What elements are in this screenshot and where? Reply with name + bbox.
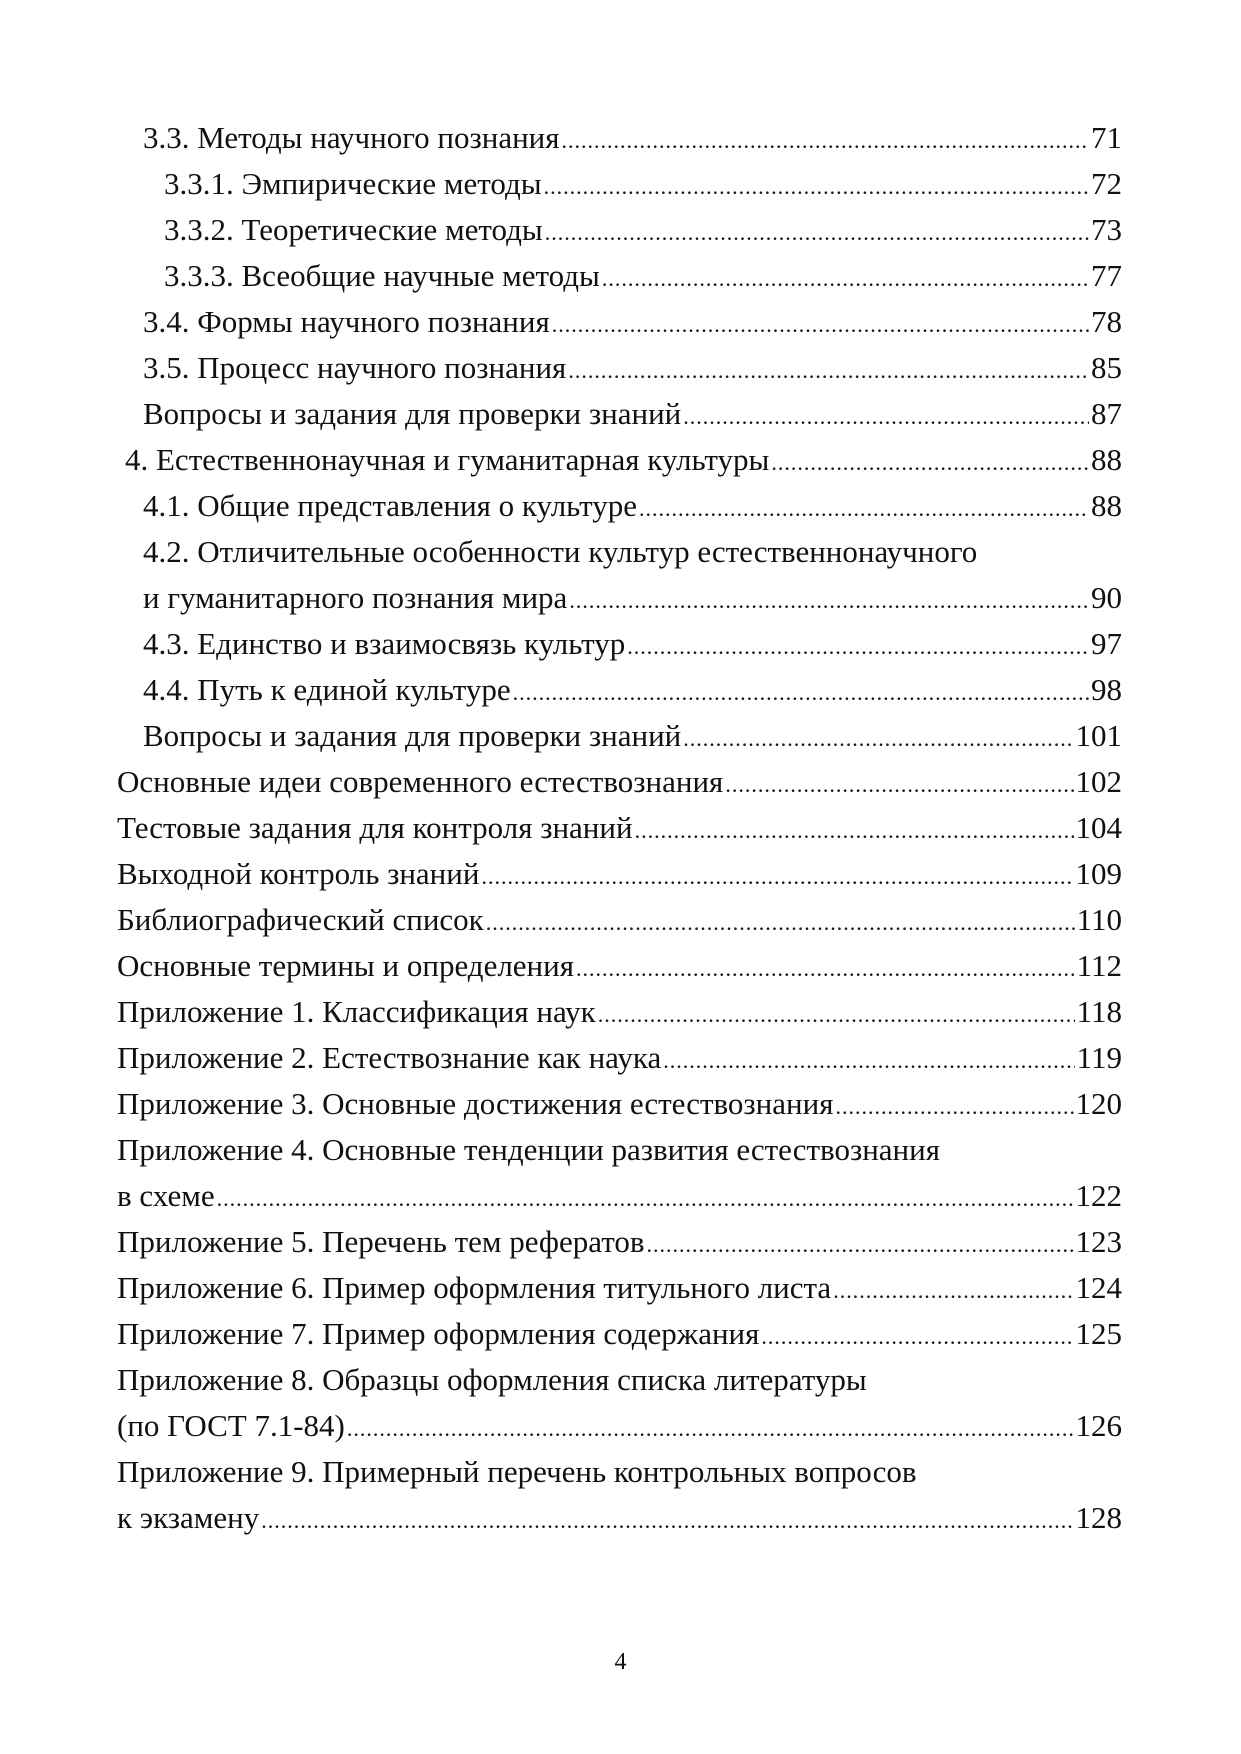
toc-page-number: 126 (1075, 1408, 1122, 1443)
toc-dot-leader (576, 946, 1075, 992)
toc-dot-leader (639, 486, 1089, 532)
toc-dot-leader (725, 762, 1073, 808)
toc-dot-leader (544, 164, 1089, 210)
toc-dot-leader (683, 394, 1089, 440)
toc-entry-title: (по ГОСТ 7.1-84) (117, 1403, 347, 1449)
toc-entry (117, 1357, 1122, 1449)
toc-entry (117, 1311, 1122, 1357)
toc-entry-title: Приложение 8. Образцы оформления списка литературы (117, 1362, 867, 1397)
toc-dot-leader (261, 1498, 1073, 1544)
toc-entry-title: 3.3.2. Теоретические методы (164, 207, 545, 253)
toc-entry-title: Приложение 6. Пример оформления титульного листа (117, 1265, 833, 1311)
toc-entry (117, 759, 1122, 805)
toc-entry-title: Приложение 7. Пример оформления содержания (117, 1311, 761, 1357)
toc-page-number: 85 (1091, 350, 1122, 385)
toc-page-number: 72 (1091, 166, 1122, 201)
toc-page-number: 112 (1076, 948, 1122, 983)
toc-page-number: 122 (1075, 1178, 1122, 1213)
toc-entry (117, 299, 1122, 345)
toc-page-number: 88 (1091, 488, 1122, 523)
toc-entry-title: 4. Естественнонаучная и гуманитарная культуры (125, 437, 771, 483)
toc-page-number: 71 (1091, 120, 1122, 155)
toc-entry (117, 161, 1122, 207)
toc-entry-title: в схеме (117, 1173, 217, 1219)
toc-entry-title: 3.3. Методы научного познания (143, 115, 562, 161)
toc-page-number: 110 (1076, 902, 1122, 937)
toc-entry-title: 3.3.3. Всеобщие научные методы (164, 253, 602, 299)
toc-entry-title: 4.4. Путь к единой культуре (143, 667, 513, 713)
toc-page-number: 102 (1075, 764, 1122, 799)
toc-dot-leader (569, 578, 1089, 624)
toc-dot-leader (663, 1038, 1074, 1084)
toc-page-number: 77 (1091, 258, 1122, 293)
toc-entry-title: и гуманитарного познания мира (143, 575, 569, 621)
toc-entry (117, 851, 1122, 897)
toc-entry (117, 1127, 1122, 1219)
toc-entry (117, 437, 1122, 483)
toc-entry (117, 713, 1122, 759)
toc-dot-leader (833, 1268, 1073, 1314)
toc-dot-leader (552, 302, 1089, 348)
toc-dot-leader (646, 1222, 1073, 1268)
toc-entry-title: 3.5. Процесс научного познания (143, 345, 568, 391)
toc-entry (117, 667, 1122, 713)
toc-entry (117, 1035, 1122, 1081)
toc-page-number: 128 (1075, 1500, 1122, 1535)
toc-entry-title: Приложение 9. Примерный перечень контрольных вопросов (117, 1454, 917, 1489)
toc-page-number: 119 (1076, 1040, 1122, 1075)
toc-entry (117, 391, 1122, 437)
toc-entry (117, 897, 1122, 943)
toc-dot-leader (771, 440, 1089, 486)
toc-page-number: 124 (1075, 1270, 1122, 1305)
toc-entry (117, 483, 1122, 529)
toc-entry-title: Основные идеи современного естествознания (117, 759, 725, 805)
toc-entry-title: 4.1. Общие представления о культуре (143, 483, 639, 529)
toc-entry (117, 621, 1122, 667)
toc-dot-leader (513, 670, 1089, 716)
toc-dot-leader (562, 118, 1089, 164)
toc-entry-title: Выходной контроль знаний (117, 851, 481, 897)
toc-entry (117, 207, 1122, 253)
toc-page-number: 98 (1091, 672, 1122, 707)
toc-page-number: 90 (1091, 580, 1122, 615)
toc-page-number: 125 (1075, 1316, 1122, 1351)
toc-entry (117, 1081, 1122, 1127)
toc-page-number: 78 (1091, 304, 1122, 339)
toc-page-number: 123 (1075, 1224, 1122, 1259)
toc-entry-title: 3.4. Формы научного познания (143, 299, 552, 345)
toc-entry-title: 3.3.1. Эмпирические методы (164, 161, 544, 207)
toc-dot-leader (761, 1314, 1073, 1360)
toc-dot-leader (627, 624, 1089, 670)
toc-dot-leader (568, 348, 1089, 394)
toc-dot-leader (347, 1406, 1074, 1452)
toc-dot-leader (835, 1084, 1073, 1130)
toc-entry-title: Вопросы и задания для проверки знаний (143, 713, 683, 759)
toc-entry-title: Библиографический список (117, 897, 486, 943)
toc-entry-title: к экзамену (117, 1495, 261, 1541)
toc-page-number: 109 (1075, 856, 1122, 891)
toc-dot-leader (635, 808, 1074, 854)
toc-page-number: 88 (1091, 442, 1122, 477)
toc-entry-title: Приложение 3. Основные достижения естествознания (117, 1081, 835, 1127)
toc-entry (117, 1265, 1122, 1311)
toc-entry (117, 253, 1122, 299)
toc-entry-title: Вопросы и задания для проверки знаний (143, 391, 683, 437)
toc-dot-leader (683, 716, 1073, 762)
toc-dot-leader (217, 1176, 1074, 1222)
toc-dot-leader (481, 854, 1073, 900)
toc-entry (117, 529, 1122, 621)
toc-entry (117, 1219, 1122, 1265)
toc-entry (117, 345, 1122, 391)
toc-dot-leader (598, 992, 1075, 1038)
toc-page-number: 87 (1091, 396, 1122, 431)
toc-dot-leader (545, 210, 1089, 256)
toc-page-number: 104 (1075, 810, 1122, 845)
toc-entry-title: 4.3. Единство и взаимосвязь культур (143, 621, 627, 667)
toc-page-number: 73 (1091, 212, 1122, 247)
toc-entry (117, 943, 1122, 989)
toc-dot-leader (486, 900, 1075, 946)
toc-page-number: 97 (1091, 626, 1122, 661)
toc-dot-leader (602, 256, 1089, 302)
toc-entry-title: 4.2. Отличительные особенности культур естественнонаучного (143, 534, 978, 569)
toc-page-number: 118 (1076, 994, 1122, 1029)
toc-entry-title: Основные термины и определения (117, 943, 576, 989)
toc-page-number: 101 (1075, 718, 1122, 753)
page-number: 4 (614, 1649, 627, 1675)
toc-entry-title: Приложение 2. Естествознание как наука (117, 1035, 663, 1081)
toc-entry (117, 1449, 1122, 1541)
toc-entry (117, 115, 1122, 161)
table-of-contents (117, 115, 1122, 1541)
toc-page-number: 120 (1075, 1086, 1122, 1121)
toc-entry (117, 989, 1122, 1035)
toc-entry-title: Приложение 1. Классификация наук (117, 989, 598, 1035)
toc-entry (117, 805, 1122, 851)
toc-entry-title: Приложение 5. Перечень тем рефератов (117, 1219, 646, 1265)
toc-entry-title: Тестовые задания для контроля знаний (117, 805, 635, 851)
toc-entry-title: Приложение 4. Основные тенденции развития естествознания (117, 1132, 940, 1167)
